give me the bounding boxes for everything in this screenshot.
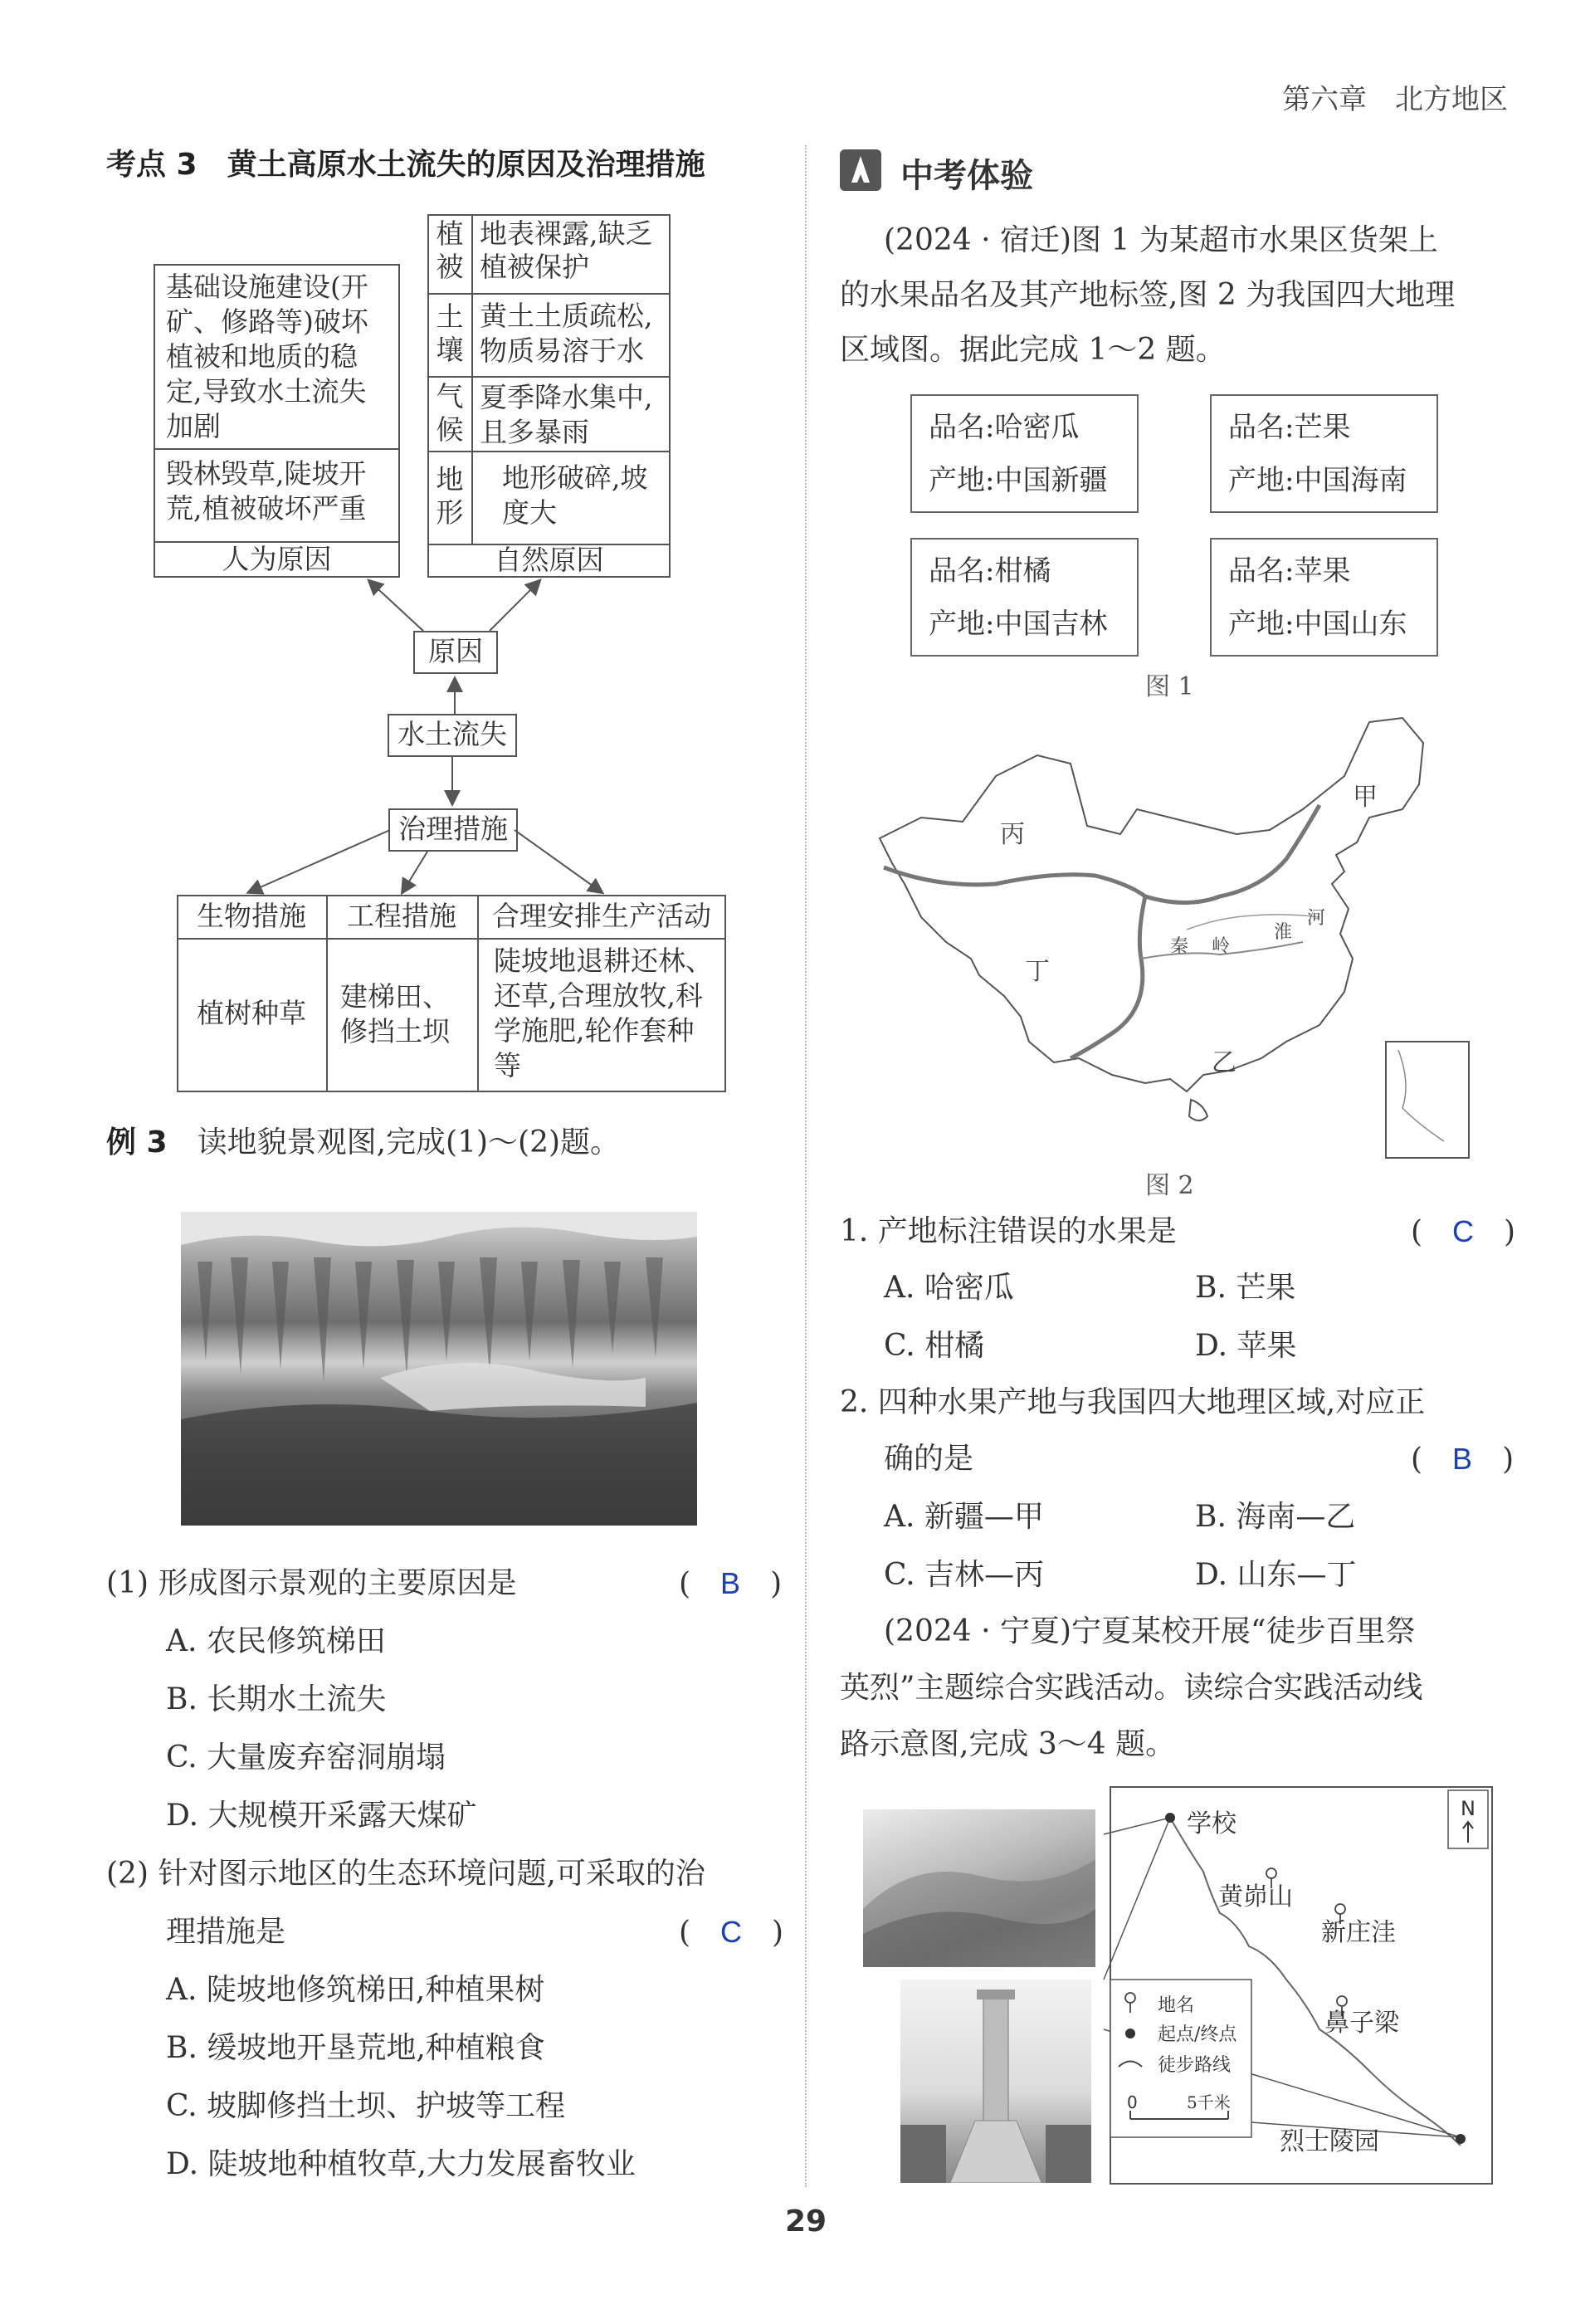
- natural-key-3: 地形: [436, 463, 464, 529]
- kaodian-title: 考点 3 黄土高原水土流失的原因及治理措施: [106, 148, 705, 182]
- fruit-label-1-name: 品名:芒果: [1228, 411, 1351, 444]
- map-label-ding: 丁: [1025, 957, 1050, 986]
- r-q1-option-b: B. 芒果: [1195, 1271, 1296, 1305]
- route-p1: 黄峁山: [1218, 1882, 1293, 1911]
- q1-stem: (1) 形成图示景观的主要原因是: [106, 1566, 517, 1600]
- map-label-jia: 甲: [1353, 783, 1378, 812]
- natural-key-0: 植被: [436, 217, 464, 283]
- r-q2-stem-line2: 确的是: [884, 1442, 974, 1476]
- intro1-line1: (2024 · 宿迁)图 1 为某超市水果区货架上: [884, 223, 1438, 257]
- route-p4: 烈士陵园: [1280, 2127, 1379, 2156]
- chapter-label: 第六章: [1282, 83, 1367, 116]
- fruit-label-1-origin: 产地:中国海南: [1228, 464, 1407, 497]
- center-node-label: 水土流失: [398, 718, 507, 750]
- exam-section-icon: [840, 149, 881, 191]
- loess-photo-texture: [181, 1212, 697, 1526]
- fig1-caption: 图 1: [1145, 672, 1194, 701]
- map-label-he: 河: [1307, 908, 1326, 929]
- intro2-line1: (2024 · 宁夏)宁夏某校开展“徒步百里祭: [884, 1614, 1416, 1648]
- chapter-header: [1282, 83, 1508, 117]
- fig2-caption: 图 2: [1145, 1171, 1194, 1200]
- map-label-ling: 岭: [1212, 936, 1231, 957]
- r-q2-answer-bracket: ( B ): [1411, 1442, 1515, 1477]
- china-regions-map: [871, 710, 1485, 1170]
- q1-option-a: A. 农民修筑梯田: [166, 1624, 386, 1658]
- column-divider: [805, 145, 807, 2187]
- page-number: 29: [785, 2204, 827, 2239]
- measure-cell-2: 陡坡地退耕还林、还草,合理放牧,科学施肥,轮作套种等: [494, 945, 713, 1081]
- r-q1-answer: C: [1452, 1214, 1475, 1248]
- q2-answer-bracket: ( C ): [679, 1915, 784, 1950]
- scale-0: 0: [1127, 2092, 1138, 2112]
- q2-option-b: B. 缓坡地开垦荒地,种植粮食: [166, 2031, 545, 2065]
- map-label-bing: 丙: [1000, 820, 1025, 849]
- q2-option-c: C. 坡脚修挡土坝、护坡等工程: [166, 2089, 566, 2123]
- intro1-line2: 的水果品名及其产地标签,图 2 为我国四大地理: [840, 278, 1456, 312]
- q1-answer-bracket: ( B ): [679, 1566, 783, 1601]
- r-q1-stem: 1. 产地标注错误的水果是: [840, 1214, 1177, 1248]
- measures-node-label: 治理措施: [398, 813, 508, 845]
- fruit-label-3-name: 品名:苹果: [1228, 554, 1351, 588]
- monument-photo: [900, 1980, 1091, 2183]
- measure-header-2: 合理安排生产活动: [492, 900, 711, 932]
- natural-val-3: 地形破碎,坡度大: [502, 461, 648, 529]
- natural-val-1: 黄土土质疏松,物质易溶于水: [480, 300, 653, 367]
- measure-cell-1: 建梯田、修挡土坝: [340, 980, 450, 1047]
- scale-5km: 5千米: [1187, 2092, 1231, 2112]
- legend-startend: 起点/终点: [1158, 2024, 1237, 2045]
- end-point-icon: [1456, 2134, 1466, 2144]
- fruit-label-2-origin: 产地:中国吉林: [929, 608, 1108, 641]
- measure-header-0: 生物措施: [197, 900, 306, 932]
- south-sea-inset: [1386, 1042, 1469, 1158]
- r-q1-option-c: C. 柑橘: [884, 1329, 985, 1363]
- r-q2-option-d: D. 山东—丁: [1195, 1558, 1357, 1592]
- route-p2: 新庄洼: [1321, 1918, 1396, 1947]
- q1-option-c: C. 大量废弃窑洞崩塌: [166, 1741, 446, 1775]
- r-q1-option-a: A. 哈密瓜: [884, 1271, 1014, 1305]
- measure-cell-0: 植树种草: [197, 997, 306, 1029]
- fruit-label-0-origin: 产地:中国新疆: [929, 464, 1108, 497]
- fruit-label-0-name: 品名:哈密瓜: [929, 411, 1080, 444]
- fruit-label-0: [910, 394, 1139, 513]
- china-outline: [880, 718, 1423, 1091]
- human-cause-1: 基础设施建设(开矿、修路等)破坏植被和地质的稳定,导致水土流失加剧: [166, 271, 368, 442]
- route-school: 学校: [1187, 1809, 1236, 1838]
- route-p3: 鼻子梁: [1324, 2009, 1399, 2038]
- route-map: [1095, 1780, 1502, 2187]
- r-q2-stem-line1: 2. 四种水果产地与我国四大地理区域,对应正: [840, 1385, 1426, 1419]
- intro1-line3: 区域图。据此完成 1～2 题。: [840, 333, 1226, 367]
- example-3: [106, 1125, 620, 1160]
- intro2-line3: 路示意图,完成 3～4 题。: [840, 1727, 1176, 1761]
- q2-option-d: D. 陡坡地种植牧草,大力发展畜牧业: [166, 2147, 636, 2181]
- r-q1-answer-bracket: ( C ): [1411, 1214, 1516, 1249]
- map-label-qin: 秦: [1170, 936, 1189, 957]
- r-q2-option-c: C. 吉林—丙: [884, 1558, 1045, 1592]
- fruit-label-2-name: 品名:柑橘: [929, 554, 1051, 588]
- measure-header-1: 工程措施: [347, 900, 456, 932]
- q1-answer: B: [720, 1566, 741, 1600]
- example-label: 例 3: [106, 1125, 168, 1160]
- natural-key-1: 土壤: [436, 300, 464, 366]
- example-text: 读地貌景观图,完成(1)～(2)题。: [197, 1125, 621, 1160]
- loess-landscape-photo: [181, 1212, 697, 1526]
- r-q2-option-a: A. 新疆—甲: [884, 1500, 1044, 1534]
- map-label-huai: 淮: [1274, 922, 1293, 943]
- start-point-icon: [1165, 1813, 1175, 1823]
- legend-place: 地名: [1158, 1995, 1195, 2016]
- map-label-yi: 乙: [1212, 1048, 1236, 1077]
- q1-option-b: B. 长期水土流失: [166, 1682, 387, 1716]
- q2-stem-line2: 理措施是: [166, 1915, 286, 1949]
- section-label: 北方地区: [1395, 83, 1508, 116]
- cause-node-label: 原因: [428, 635, 483, 667]
- legend-route: 徒步路线: [1158, 2055, 1232, 2076]
- fruit-label-1: [1210, 394, 1438, 513]
- fruit-label-3-origin: 产地:中国山东: [1228, 608, 1407, 641]
- north-label: N: [1461, 1797, 1475, 1820]
- q2-option-a: A. 陡坡地修筑梯田,种植果树: [166, 1973, 545, 2007]
- r-q2-option-b: B. 海南—乙: [1195, 1500, 1356, 1534]
- natural-val-2: 夏季降水集中,且多暴雨: [480, 381, 653, 448]
- exam-section-title: 中考体验: [900, 157, 1033, 195]
- r-q2-answer: B: [1452, 1442, 1473, 1476]
- natural-val-0: 地表裸露,缺乏植被保护: [480, 217, 653, 283]
- fruit-label-3: [1210, 538, 1438, 657]
- tibet-boundary: [1071, 896, 1145, 1058]
- diagram-arrows: [0, 0, 805, 913]
- q1-option-d: D. 大规模开采露天煤矿: [166, 1799, 477, 1833]
- q2-stem-line1: (2) 针对图示地区的生态环境问题,可采取的治: [106, 1857, 705, 1891]
- human-label: 人为原因: [222, 543, 332, 575]
- q2-answer: C: [720, 1915, 743, 1949]
- natural-label: 自然原因: [494, 544, 604, 576]
- human-cause-2: 毁林毁草,陡坡开荒,植被破坏严重: [166, 457, 367, 525]
- intro2-line2: 英烈”主题综合实践活动。读综合实践活动线: [840, 1671, 1423, 1705]
- mountain-photo: [863, 1809, 1095, 1967]
- r-q1-option-d: D. 苹果: [1195, 1329, 1297, 1363]
- natural-key-2: 气候: [436, 380, 464, 446]
- fruit-label-2: [910, 538, 1139, 657]
